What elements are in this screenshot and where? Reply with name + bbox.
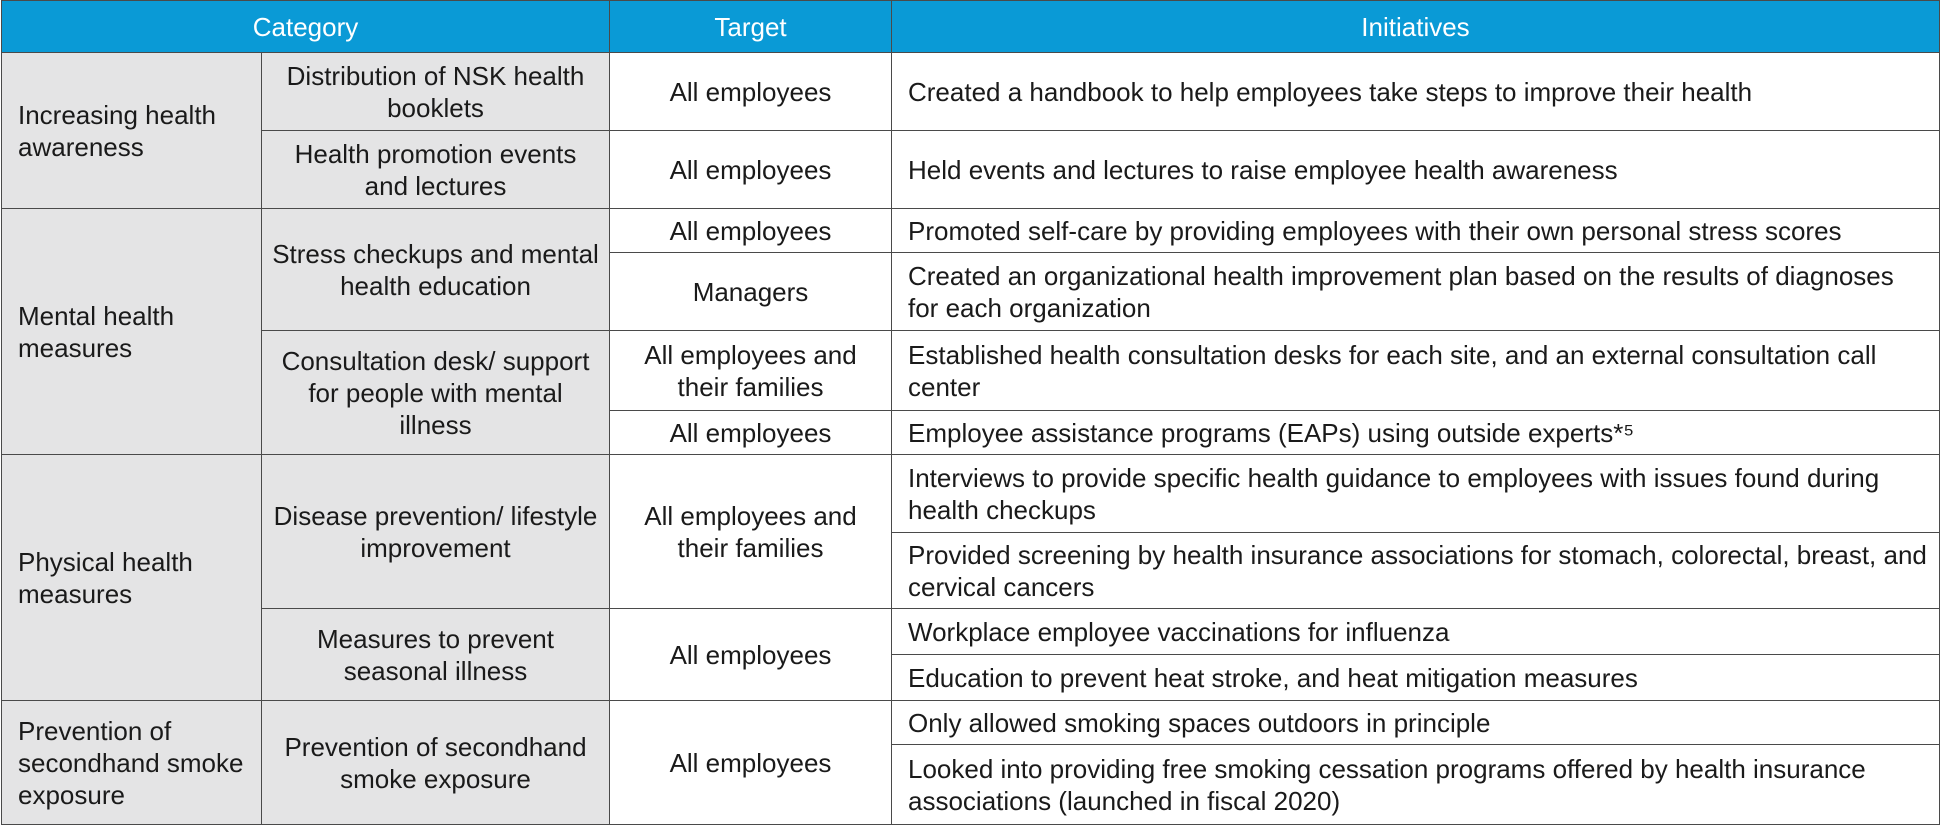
initiative-cell: Only allowed smoking spaces outdoors in principle — [892, 701, 1940, 745]
table-row — [2, 209, 1940, 253]
table-row — [2, 455, 1940, 533]
target-cell: All employees — [610, 131, 892, 209]
category-cell: Mental health measures — [2, 209, 262, 455]
header-target: Target — [610, 1, 892, 53]
initiative-cell: Created a handbook to help employees take steps to improve their health — [892, 53, 1940, 131]
target-cell: All employees and their families — [610, 455, 892, 609]
subcategory-cell: Distribution of NSK health booklets — [262, 53, 610, 131]
target-cell: All employees — [610, 701, 892, 825]
subcategory-cell: Measures to prevent seasonal illness — [262, 609, 610, 701]
initiative-cell: Employee assistance programs (EAPs) using outside experts*⁵ — [892, 411, 1940, 455]
initiative-cell: Created an organizational health improvement plan based on the results of diagnoses for each organization — [892, 253, 1940, 331]
target-cell: All employees and their families — [610, 331, 892, 411]
subcategory-cell: Disease prevention/ lifestyle improvement — [262, 455, 610, 609]
subcategory-cell: Health promotion events and lectures — [262, 131, 610, 209]
header-category: Category — [2, 1, 610, 53]
category-cell: Physical health measures — [2, 455, 262, 701]
header-initiatives: Initiatives — [892, 1, 1940, 53]
subcategory-cell: Consultation desk/ support for people with mental illness — [262, 331, 610, 455]
initiative-cell: Workplace employee vaccinations for influenza — [892, 609, 1940, 655]
subcategory-cell: Stress checkups and mental health education — [262, 209, 610, 331]
initiative-cell: Promoted self-care by providing employees with their own personal stress scores — [892, 209, 1940, 253]
table-row — [2, 131, 1940, 209]
table-row — [2, 53, 1940, 131]
table-header-row — [2, 1, 1940, 53]
category-cell: Prevention of secondhand smoke exposure — [2, 701, 262, 825]
table-row — [2, 331, 1940, 411]
initiative-cell: Provided screening by health insurance associations for stomach, colorectal, breast, and cervical cancers — [892, 533, 1940, 609]
subcategory-cell: Prevention of secondhand smoke exposure — [262, 701, 610, 825]
initiative-cell: Looked into providing free smoking cessation programs offered by health insurance associations (launched in fiscal 2020) — [892, 745, 1940, 825]
category-cell: Increasing health awareness — [2, 53, 262, 209]
table-row — [2, 609, 1940, 655]
initiative-cell: Interviews to provide specific health guidance to employees with issues found during health checkups — [892, 455, 1940, 533]
initiative-cell: Held events and lectures to raise employee health awareness — [892, 131, 1940, 209]
initiative-cell: Established health consultation desks for each site, and an external consultation call center — [892, 331, 1940, 411]
target-cell: All employees — [610, 53, 892, 131]
health-initiatives-table — [1, 0, 1940, 825]
target-cell: All employees — [610, 609, 892, 701]
target-cell: All employees — [610, 411, 892, 455]
table-row — [2, 701, 1940, 745]
target-cell: Managers — [610, 253, 892, 331]
target-cell: All employees — [610, 209, 892, 253]
initiative-cell: Education to prevent heat stroke, and heat mitigation measures — [892, 655, 1940, 701]
